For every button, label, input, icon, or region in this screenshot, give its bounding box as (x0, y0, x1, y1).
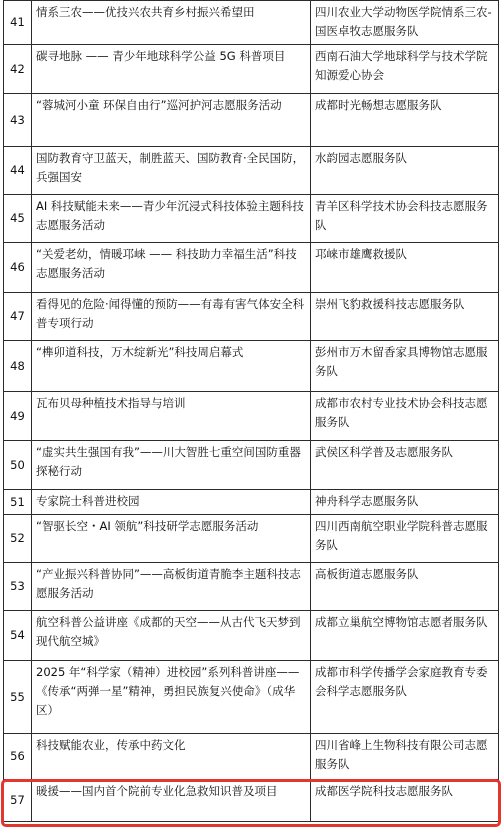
table-row (4, 243, 499, 293)
team-name: 四川省峰上生物科技有限公司志愿服务队 (311, 734, 499, 780)
row-number: 50 (4, 441, 32, 490)
project-name: 2025 年“科学家（精神）进校园”系列科普讲座——《传承“两弹一星”精神，勇担民族复兴使命》（成华区） (32, 661, 311, 734)
row-number: 48 (4, 341, 32, 392)
project-name: 情系三农——优技兴农共育乡村振兴希望田 (32, 1, 311, 45)
team-name: 四川农业大学动物医学院情系三农-国医卓牧志愿服务队 (311, 1, 499, 45)
team-name: 成都医学院科技志愿服务队 (311, 780, 499, 822)
team-name: 武侯区科学普及志愿服务队 (311, 441, 499, 490)
project-name: “榫卯道科技，万木绽新光”科技周启幕式 (32, 341, 311, 392)
project-name: 瓦布贝母种植技术指导与培训 (32, 392, 311, 441)
row-number: 46 (4, 243, 32, 293)
table-row (4, 392, 499, 441)
project-name: “蓉城河小童 环保自由行”巡河护河志愿服务活动 (32, 94, 311, 147)
team-name: 成都市科学传播学会家庭教育专委会科学志愿服务队 (311, 661, 499, 734)
row-number: 44 (4, 147, 32, 195)
table-row (4, 341, 499, 392)
project-name: “智驱长空・AI 领航”科技研学志愿服务活动 (32, 515, 311, 563)
team-name: 成都市农村专业技术协会科技志愿服务队 (311, 392, 499, 441)
project-name: “关爱老幼，情暖邛崃 —— 科技助力幸福生活”科技志愿服务活动 (32, 243, 311, 293)
table-row (4, 490, 499, 515)
project-name: 看得见的危险·闻得懂的预防——有毒有害气体安全科普专项行动 (32, 293, 311, 341)
row-number: 54 (4, 611, 32, 661)
project-name: 碳寻地脉 —— 青少年地球科学公益 5G 科普项目 (32, 45, 311, 94)
team-name: 成都时光畅想志愿服务队 (311, 94, 499, 147)
project-name: “虚实共生强国有我”——川大智胜七重空间国防重器探秘行动 (32, 441, 311, 490)
team-name: 高板街道志愿服务队 (311, 563, 499, 611)
table-row (4, 515, 499, 563)
team-name: 青羊区科学技术协会科技志愿服务队 (311, 195, 499, 243)
row-number: 52 (4, 515, 32, 563)
team-name: 崇州飞豹救援科技志愿服务队 (311, 293, 499, 341)
table-row (4, 734, 499, 780)
team-name: 西南石油大学地球科学与技术学院知源爱心协会 (311, 45, 499, 94)
row-number: 43 (4, 94, 32, 147)
table-row (4, 94, 499, 147)
table-row (4, 780, 499, 822)
row-number: 51 (4, 490, 32, 515)
table-row (4, 441, 499, 490)
team-name: 成都立巢航空博物馆志愿者服务队 (311, 611, 499, 661)
row-number: 55 (4, 661, 32, 734)
team-name: 神舟科学志愿服务队 (311, 490, 499, 515)
team-name: 彭州市万木留香家具博物馆志愿服务队 (311, 341, 499, 392)
project-name: 国防教育守卫蓝天，制胜蓝天、国防教育·全民国防，兵强国安 (32, 147, 311, 195)
table-row (4, 563, 499, 611)
row-number: 47 (4, 293, 32, 341)
table-row (4, 147, 499, 195)
row-number: 57 (4, 780, 32, 822)
team-name: 水韵园志愿服务队 (311, 147, 499, 195)
row-number: 45 (4, 195, 32, 243)
row-number: 42 (4, 45, 32, 94)
project-name: “产业振兴科普协同”——高板街道青脆李主题科技志愿服务活动 (32, 563, 311, 611)
team-name: 四川西南航空职业学院科普志愿服务队 (311, 515, 499, 563)
volunteer-project-table (3, 0, 499, 822)
table-row (4, 195, 499, 243)
row-number: 49 (4, 392, 32, 441)
team-name: 邛崃市雄鹰救援队 (311, 243, 499, 293)
project-name: 暖援——国内首个院前专业化急救知识普及项目 (32, 780, 311, 822)
table-row (4, 293, 499, 341)
table-row (4, 1, 499, 45)
project-name: 科技赋能农业，传承中药文化 (32, 734, 311, 780)
table-row (4, 661, 499, 734)
row-number: 53 (4, 563, 32, 611)
table-row (4, 45, 499, 94)
project-name: AI 科技赋能未来——青少年沉浸式科技体验主题科技志愿服务活动 (32, 195, 311, 243)
project-name: 专家院士科普进校园 (32, 490, 311, 515)
table-row (4, 611, 499, 661)
row-number: 56 (4, 734, 32, 780)
project-name: 航空科普公益讲座《成都的天空——从古代飞天梦到现代航空城》 (32, 611, 311, 661)
row-number: 41 (4, 1, 32, 45)
